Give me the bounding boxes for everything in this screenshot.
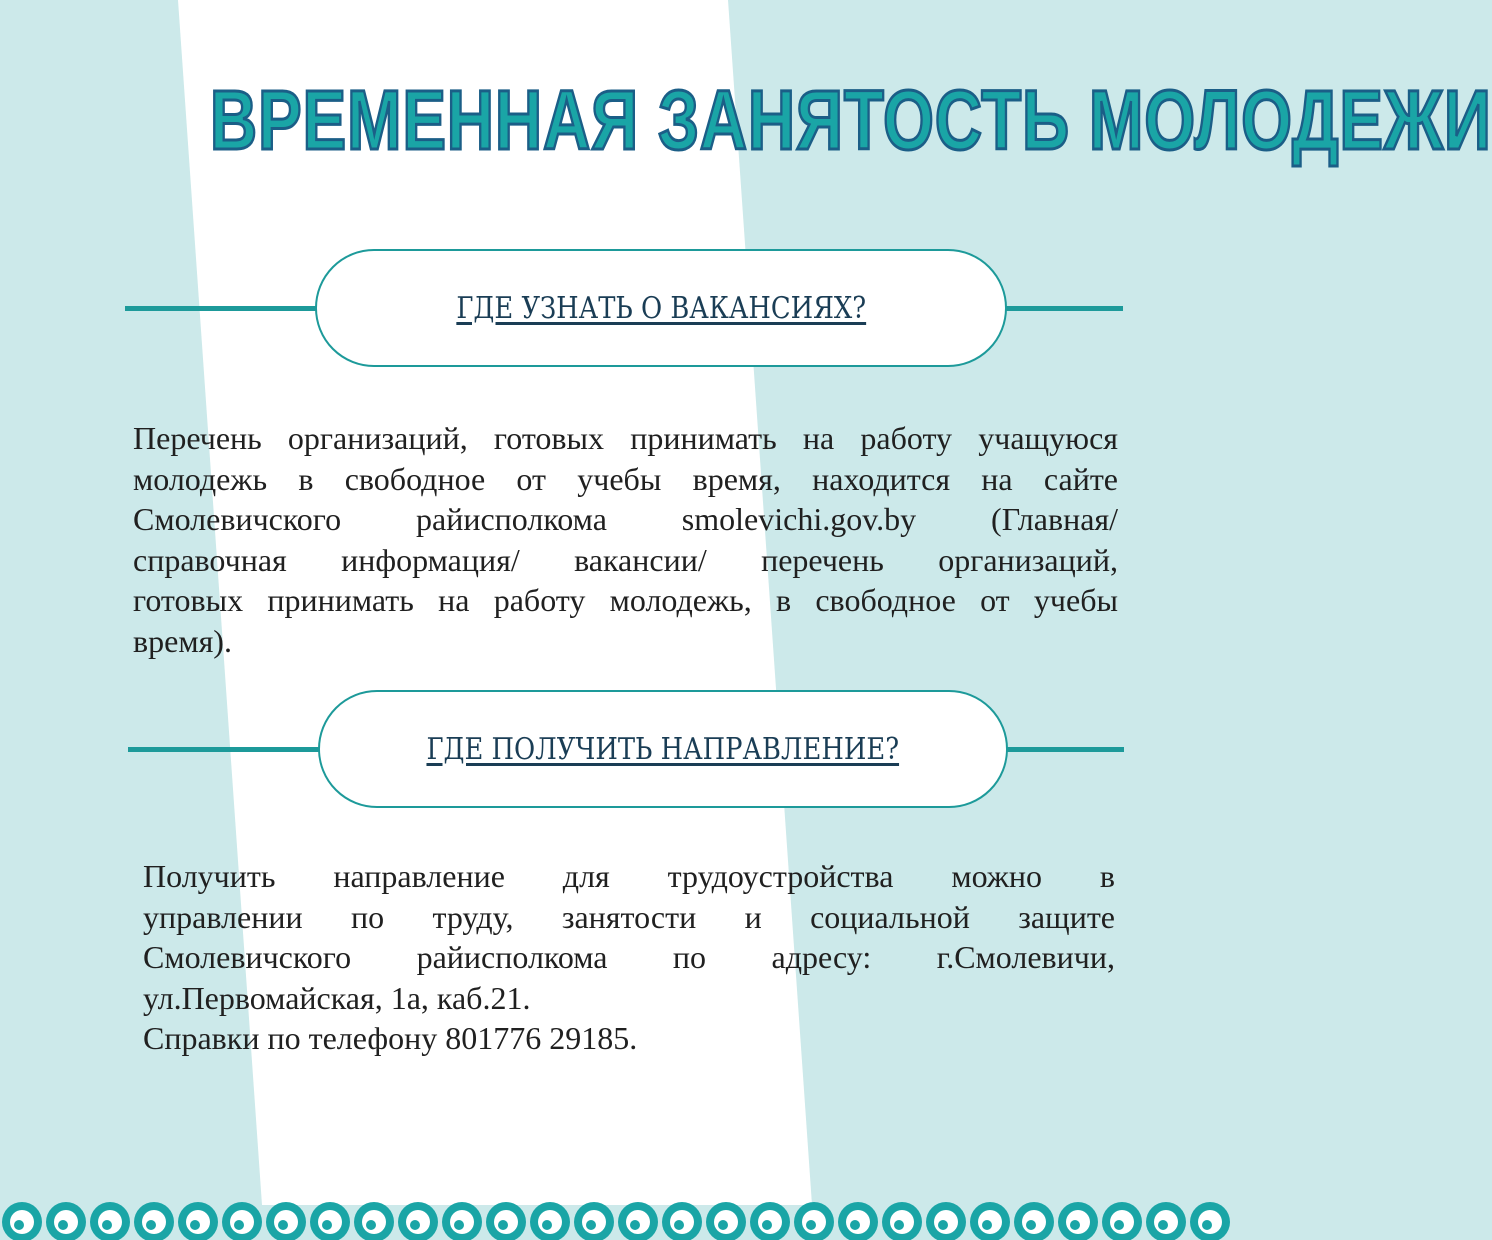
- swirl-dot-icon: [2, 1202, 42, 1240]
- section-1-line-right: [1000, 306, 1123, 311]
- section-1-line: справочная информация/ вакансии/ перечень организаций,: [133, 541, 1118, 578]
- swirl-dot-icon: [1014, 1202, 1054, 1240]
- section-1-line-left: [125, 306, 320, 311]
- swirl-dot-icon: [1146, 1202, 1186, 1240]
- swirl-dot-icon: [926, 1202, 966, 1240]
- swirl-dot-icon: [662, 1202, 702, 1240]
- section-1-heading-pill: [315, 249, 1007, 367]
- section-1-line: Смолевичского райисполкома smolevichi.gov.by (Главная/: [133, 501, 1118, 537]
- swirl-dot-icon: [398, 1202, 438, 1240]
- swirl-dot-icon: [46, 1202, 86, 1240]
- swirl-dot-icon: [222, 1202, 262, 1240]
- swirl-dot-icon: [178, 1202, 218, 1240]
- section-1-line: время).: [133, 622, 232, 659]
- section-2-line-right: [1002, 747, 1124, 752]
- section-2-line: Справки по телефону 801776 29185.: [143, 1020, 638, 1056]
- section-2-line-left: [128, 747, 323, 752]
- section-2-line: Получить направление для трудоустройства можно в: [143, 858, 1115, 894]
- page-title: ВРЕМЕННАЯ ЗАНЯТОСТЬ МОЛОДЕЖИ: [209, 73, 1492, 167]
- section-2-line: управлении по труду, занятости и социальной защите: [143, 898, 1115, 935]
- swirl-dot-icon: [486, 1202, 526, 1240]
- swirl-dot-icon: [794, 1202, 834, 1240]
- swirl-dot-icon: [1190, 1202, 1230, 1240]
- swirl-dot-icon: [970, 1202, 1010, 1240]
- swirl-dot-icon: [1102, 1202, 1142, 1240]
- section-1-heading: ГДЕ УЗНАТЬ О ВАКАНСИЯХ?: [456, 290, 866, 326]
- section-2-body: [143, 856, 1115, 1059]
- swirl-dot-icon: [618, 1202, 658, 1240]
- swirl-dot-icon: [882, 1202, 922, 1240]
- section-2-line: ул.Первомайская, 1а, каб.21.: [143, 979, 531, 1016]
- swirl-dot-icon: [310, 1202, 350, 1240]
- section-1-body: [133, 418, 1118, 661]
- swirl-dot-icon: [442, 1202, 482, 1240]
- swirl-dots-icon: [0, 1196, 1240, 1240]
- swirl-dot-icon: [750, 1202, 790, 1240]
- section-1-line: Перечень организаций, готовых принимать на работу учащуюся: [133, 420, 1118, 456]
- section-2-heading: ГДЕ ПОЛУЧИТЬ НАПРАВЛЕНИЕ?: [426, 731, 900, 767]
- swirl-dot-icon: [134, 1202, 174, 1240]
- section-2-heading-pill: [318, 690, 1008, 808]
- swirl-dot-icon: [90, 1202, 130, 1240]
- swirl-dot-icon: [266, 1202, 306, 1240]
- swirl-dot-icon: [838, 1202, 878, 1240]
- swirl-dot-icon: [706, 1202, 746, 1240]
- swirl-dot-icon: [1058, 1202, 1098, 1240]
- section-2-line: Смолевичского райисполкома по адресу: г.Смолевичи,: [143, 939, 1115, 975]
- section-1-line: готовых принимать на работу молодежь, в свободное от учебы: [133, 582, 1118, 618]
- swirl-dot-icon: [530, 1202, 570, 1240]
- swirl-dot-icon: [574, 1202, 614, 1240]
- section-1-line: молодежь в свободное от учебы время, находится на сайте: [133, 460, 1118, 497]
- swirl-dot-icon: [354, 1202, 394, 1240]
